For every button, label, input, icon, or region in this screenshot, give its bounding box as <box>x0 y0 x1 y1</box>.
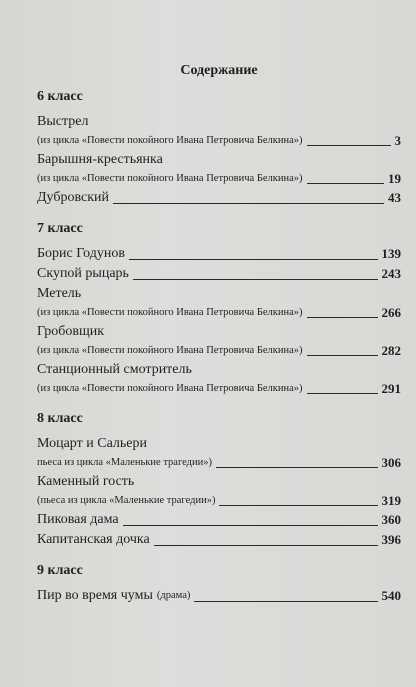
toc-row <box>37 530 401 550</box>
entry-title: Пиковая дама <box>37 512 119 527</box>
page-number: 540 <box>381 588 401 603</box>
entry-note: (из цикла «Повести покойного Ивана Петровича Белкина») <box>37 383 303 394</box>
page-number: 282 <box>381 343 401 358</box>
toc-row <box>37 342 401 360</box>
toc-row <box>37 492 401 510</box>
dotted-leader <box>129 259 378 260</box>
dotted-leader <box>216 467 378 468</box>
toc-row <box>37 188 401 208</box>
dotted-leader <box>307 183 385 184</box>
entry-title: Борис Годунов <box>37 246 125 261</box>
dotted-leader <box>123 525 378 526</box>
entry-title: Выстрел <box>37 114 89 129</box>
toc-row <box>37 586 401 606</box>
page-number: 319 <box>381 493 401 508</box>
toc-row <box>37 380 401 398</box>
entry-title: Скупой рыцарь <box>37 266 129 281</box>
entry-title: Каменный гость <box>37 474 135 489</box>
entry-note: (из цикла «Повести покойного Ивана Петровича Белкина») <box>37 345 303 356</box>
page-number: 139 <box>381 246 401 261</box>
toc-row <box>37 510 401 530</box>
entry-note: (пьеса из цикла «Маленькие трагедии») <box>37 495 216 506</box>
toc-row <box>37 454 401 472</box>
entry-note: (из цикла «Повести покойного Ивана Петровича Белкина») <box>37 307 303 318</box>
entry-title: Станционный смотритель <box>37 362 192 377</box>
dotted-leader <box>194 601 377 602</box>
toc-row <box>37 132 401 150</box>
entry-title: Пир во время чумы <box>37 588 153 603</box>
entry-title: Гробовщик <box>37 324 105 339</box>
toc-row <box>37 304 401 322</box>
entry-title: Барышня-крестьянка <box>37 152 163 167</box>
page-number: 43 <box>388 190 401 205</box>
toc-row <box>37 244 401 264</box>
entry-title: Метель <box>37 286 82 301</box>
dotted-leader <box>307 393 378 394</box>
page-number: 396 <box>381 532 401 547</box>
page-number: 306 <box>381 455 401 470</box>
section-heading-grade-6: 6 класс <box>37 89 83 104</box>
dotted-leader <box>307 145 391 146</box>
dotted-leader <box>154 545 378 546</box>
page-number: 3 <box>394 133 401 148</box>
entry-inline-note: (драма) <box>156 590 191 601</box>
dotted-leader <box>219 505 377 506</box>
section-heading-grade-8: 8 класс <box>37 411 83 426</box>
page-number: 243 <box>381 266 401 281</box>
dotted-leader <box>113 203 384 204</box>
entry-title: Дубровский <box>37 190 110 205</box>
section-heading-grade-7: 7 класс <box>37 221 83 236</box>
page-number: 266 <box>381 305 401 320</box>
dotted-leader <box>307 355 378 356</box>
page-title: Содержание <box>180 63 258 78</box>
dotted-leader <box>133 279 378 280</box>
toc-row <box>37 264 401 284</box>
table-of-contents <box>37 62 401 606</box>
page-number: 291 <box>381 381 401 396</box>
page-number: 19 <box>388 171 401 186</box>
entry-title: Капитанская дочка <box>37 532 150 547</box>
dotted-leader <box>307 317 378 318</box>
toc-row <box>37 170 401 188</box>
page-number: 360 <box>381 512 401 527</box>
section-heading-grade-9: 9 класс <box>37 563 83 578</box>
entry-title: Моцарт и Сальери <box>37 436 147 451</box>
entry-note: (из цикла «Повести покойного Ивана Петровича Белкина») <box>37 173 303 184</box>
entry-note: пьеса из цикла «Маленькие трагедии») <box>37 457 212 468</box>
entry-note: (из цикла «Повести покойного Ивана Петровича Белкина») <box>37 135 303 146</box>
